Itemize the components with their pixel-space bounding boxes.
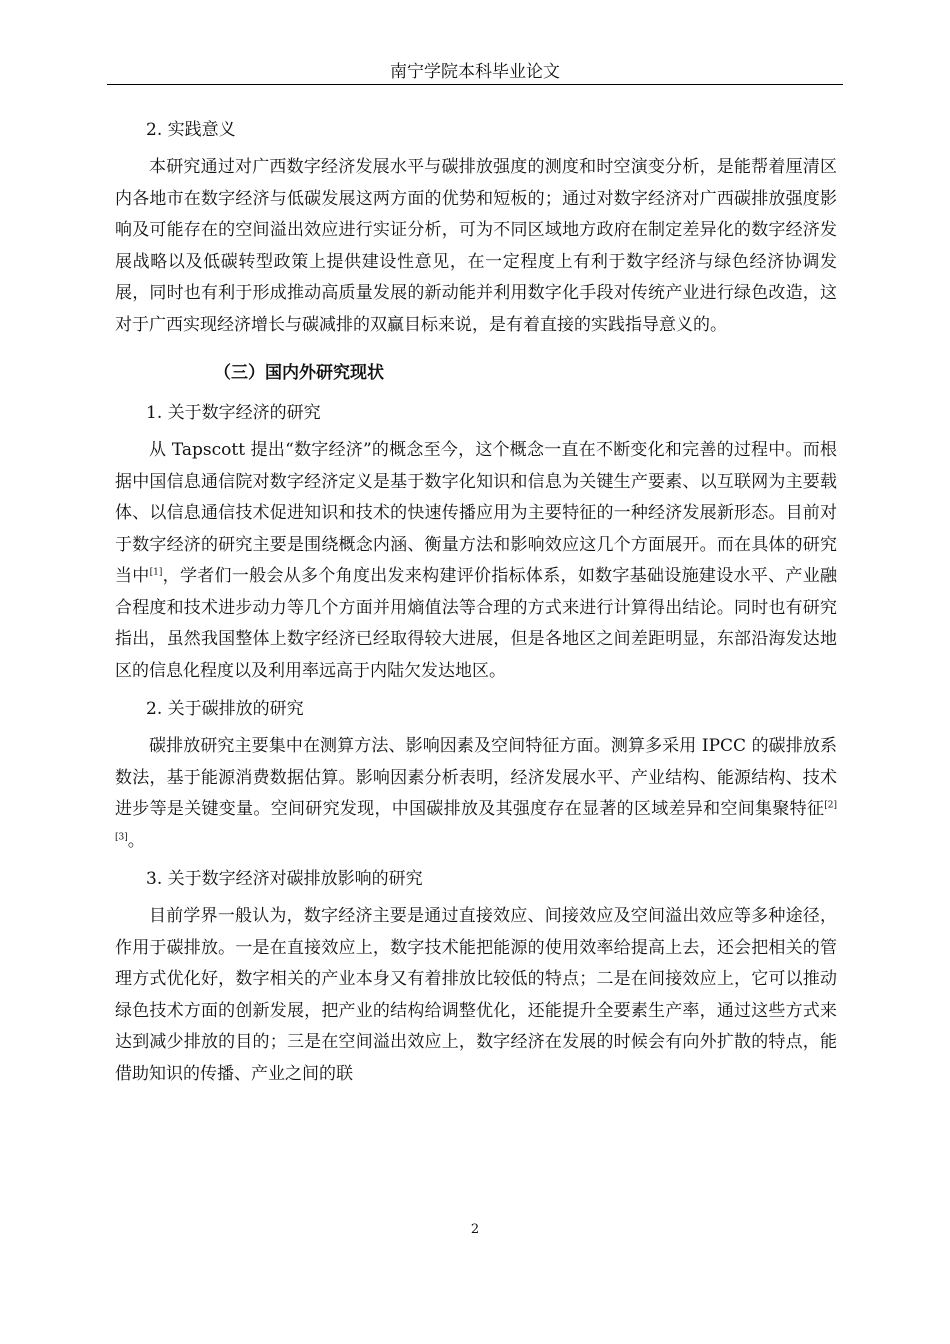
research-status-section-title: （三）国内外研究现状 <box>214 363 384 383</box>
carbon-emission-text-part-2: 。 <box>127 830 145 851</box>
practical-significance-heading: 2. 实践意义 <box>146 120 236 140</box>
carbon-emission-research-paragraph <box>115 731 837 857</box>
digital-carbon-impact-paragraph: 目前学界一般认为，数字经济主要是通过直接效应、间接效应及空间溢出效应等多种途径，作用于碳排放。一是在直接效应上，数字技术能把能源的使用效率给提高上去，还会把相关的管理方式优化好，数字相关的产业本身又有着排放比较低的特点；二是在间接效应上，它可以推动绿色技术方面的创新发展，把产业的结构给调整优化，还能提升全要素生产率，通过这些方式来达到减少排放的目的；三是在空间溢出效应上，数字经济在发展的时候会有向外扩散的特点，能借助知识的传播、产业之间的联 <box>115 906 837 1084</box>
page-number: 2 <box>470 1222 480 1237</box>
page-header: 南宁学院本科毕业论文 <box>107 60 843 85</box>
digital-economy-research-paragraph <box>115 435 837 687</box>
citation-ref-2-3: [2][3] <box>115 800 837 842</box>
digital-carbon-impact-heading: 3. 关于数字经济对碳排放影响的研究 <box>146 869 423 889</box>
digital-economy-text-part-1: 从 Tapscott 提出“数字经济”的概念至今，这个概念一直在不断变化和完善的过程中。而根据中国信息通信院对数字经济定义是基于数字化知识和信息为关键生产要素、以互联网为主要载体、以信息通信技术促进知识和技术的快速传播应用为主要特征的一种经济发展新形态。目前对于数字经济的研究主要是围绕概念内涵、衡量方法和影响效应这几个方面展开。而在具体的研究当中 <box>115 440 837 586</box>
carbon-emission-text-part-1: 碳排放研究主要集中在测算方法、影响因素及空间特征方面。测算多采用 IPCC 的碳排放系数法，基于能源消费数据估算。影响因素分析表明，经济发展水平、产业结构、能源结构、技术进步等是关键变量。空间研究发现，中国碳排放及其强度存在显著的区域差异和空间集聚特征 <box>115 736 837 819</box>
practical-significance-paragraph: 本研究通过对广西数字经济发展水平与碳排放强度的测度和时空演变分析，是能帮着厘清区内各地市在数字经济与低碳发展这两方面的优势和短板的；通过对数字经济对广西碳排放强度影响及可能存在的空间溢出效应进行实证分析，可为不同区域地方政府在制定差异化的数字经济发展战略以及低碳转型政策上提供建设性意见，在一定程度上有利于数字经济与绿色经济协调发展，同时也有利于形成推动高质量发展的新动能并利用数字化手段对传统产业进行绿色改造，这对于广西实现经济增长与碳减排的双赢目标来说，是有着直接的实践指导意义的。 <box>115 157 837 335</box>
carbon-emission-research-heading: 2. 关于碳排放的研究 <box>146 699 304 719</box>
citation-ref-1: [1] <box>149 567 163 578</box>
page-body <box>115 112 837 1100</box>
digital-economy-research-heading: 1. 关于数字经济的研究 <box>146 403 321 423</box>
digital-economy-text-part-2: ，学者们一般会从多个角度出发来构建评价指标体系，如数字基础设施建设水平、产业融合程度和技术进步动力等几个方面并用熵值法等合理的方式来进行计算得出结论。同时也有研究指出，虽然我国整体上数字经济已经取得较大进展，但是各地区之间差距明显，东部沿海发达地区的信息化程度以及利用率远高于内陆欠发达地区。 <box>115 566 838 681</box>
